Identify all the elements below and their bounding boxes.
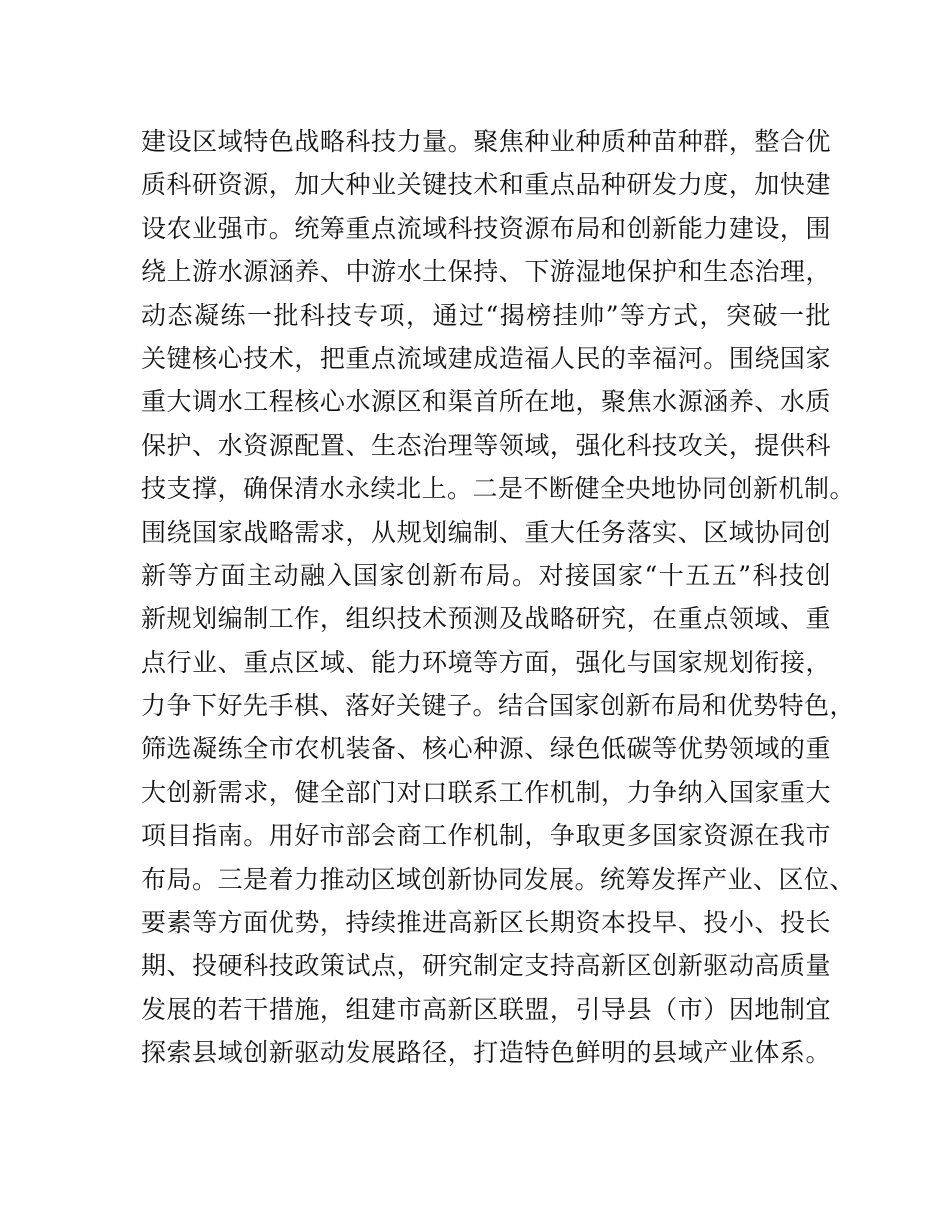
text-line-22: 探索县域创新驱动发展路径，打造特色鲜明的县域产业体系。 <box>141 1038 831 1068</box>
text-line-19: 要素等方面优势，持续推进高新区长期资本投早、投小、投长 <box>141 908 831 938</box>
text-line-17: 项目指南。用好市部会商工作机制，争取更多国家资源在我市 <box>141 821 831 851</box>
text-line-18: 布局。三是着力推动区域创新协同发展。统筹发挥产业、区位、 <box>141 864 856 894</box>
text-line-3: 设农业强市。统筹重点流域科技资源布局和创新能力建设，围 <box>141 213 831 243</box>
text-line-10: 围绕国家战略需求，从规划编制、重大任务落实、区域协同创 <box>141 517 831 547</box>
text-line-13: 点行业、重点区域、能力环境等方面，强化与国家规划衔接， <box>141 647 831 677</box>
text-line-15: 筛选凝练全市农机装备、核心种源、绿色低碳等优势领域的重 <box>141 734 831 764</box>
text-line-20: 期、投硬科技政策试点，研究制定支持高新区创新驱动高质量 <box>141 951 831 981</box>
text-line-2: 质科研资源，加大种业关键技术和重点品种研发力度，加快建 <box>141 170 831 200</box>
text-line-21: 发展的若干措施，组建市高新区联盟，引导县（市）因地制宜 <box>141 994 831 1024</box>
text-line-16: 大创新需求，健全部门对口联系工作机制，力争纳入国家重大 <box>141 777 831 807</box>
text-line-11: 新等方面主动融入国家创新布局。对接国家“十五五”科技创 <box>141 560 831 590</box>
text-line-5: 动态凝练一批科技专项，通过“揭榜挂帅”等方式，突破一批 <box>141 300 831 330</box>
text-line-6: 关键核心技术，把重点流域建成造福人民的幸福河。围绕国家 <box>141 343 831 373</box>
text-line-8: 保护、水资源配置、生态治理等领域，强化科技攻关，提供科 <box>141 430 831 460</box>
text-line-14: 力争下好先手棋、落好关键子。结合国家创新布局和优势特色， <box>141 691 856 721</box>
text-line-1: 建设区域特色战略科技力量。聚焦种业种质种苗种群，整合优 <box>141 127 831 156</box>
text-line-4: 绕上游水源涵养、中游水土保持、下游湿地保护和生态治理， <box>141 257 831 287</box>
body-paragraph <box>141 120 856 1075</box>
text-line-9: 技支撑，确保清水永续北上。二是不断健全央地协同创新机制。 <box>141 474 856 504</box>
text-line-7: 重大调水工程核心水源区和渠首所在地，聚焦水源涵养、水质 <box>141 387 831 417</box>
text-line-12: 新规划编制工作，组织技术预测及战略研究，在重点领域、重 <box>141 604 831 634</box>
